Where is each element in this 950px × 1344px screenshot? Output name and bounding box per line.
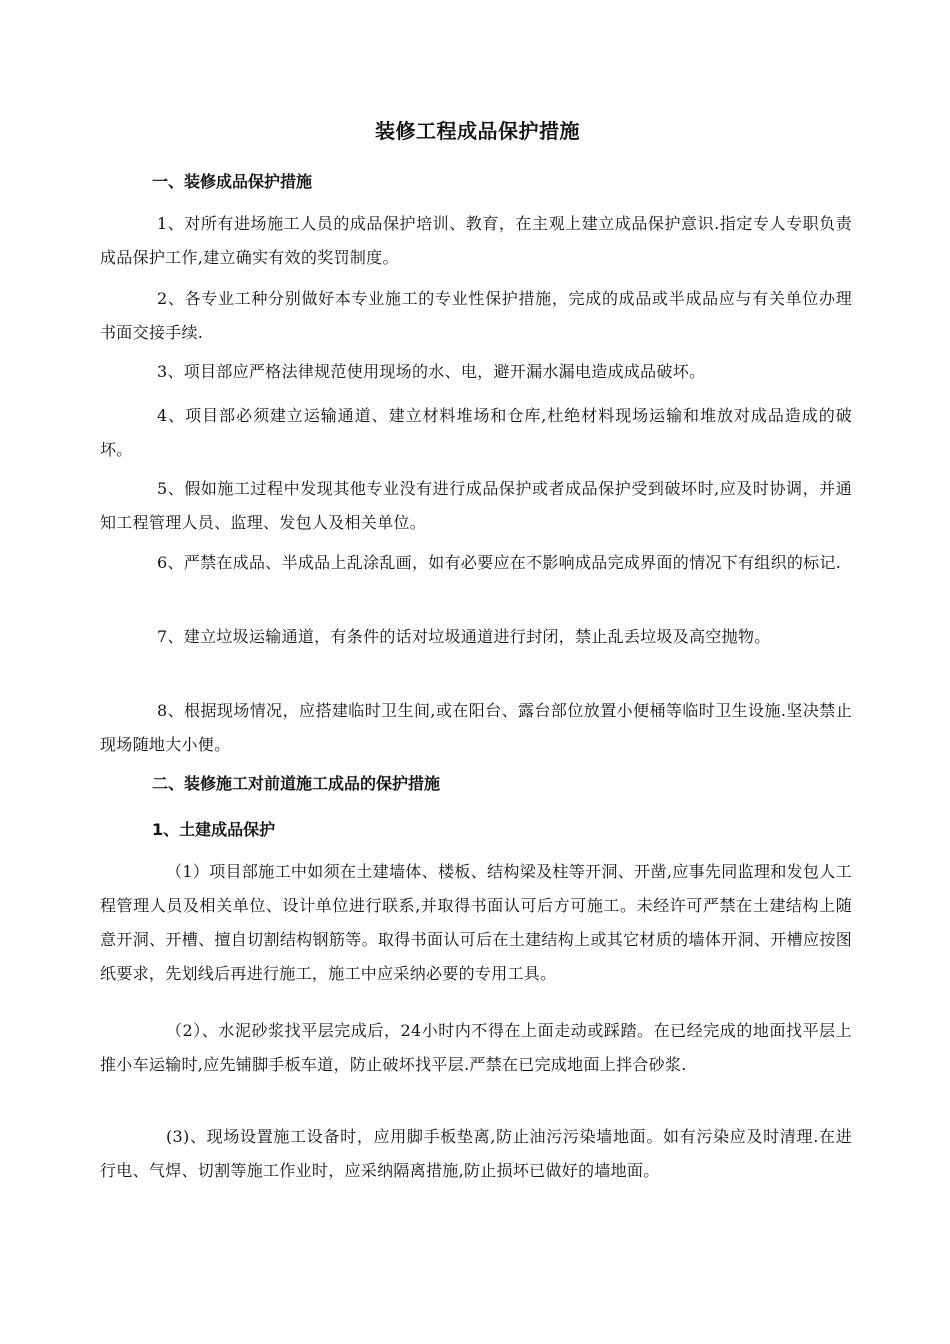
section-heading-1: 一、装修成品保护措施 <box>152 172 313 191</box>
section-heading-2: 二、装修施工对前道施工成品的保护措施 <box>152 774 441 793</box>
paragraph-2-3: (3)、现场设置施工设备时，应用脚手板垫离,防止油污污染墙地面。如有污染应及时清理.在进行电、气焊、切割等施工作业时，应采纳隔离措施,防止损坏已做好的墙地面。 <box>100 1127 852 1180</box>
document-title: 装修工程成品保护措施 <box>375 119 580 143</box>
paragraph-3: 3、项目部应严格法律规范使用现场的水、电，避开漏水漏电造成成品破坏。 <box>157 362 706 381</box>
paragraph-2-1: （1）项目部施工中如须在土建墙体、楼板、结构梁及柱等开洞、开凿,应事先同监理和发包人工程管理人员及相关单位、设计单位进行联系,并取得书面认可后方可施工。未经许可严禁在土建结构上随意开洞、开槽、擅自切割结构钢筋等。取得书面认可后在土建结构上或其它材质的墙体开洞、开槽应按图纸要求，先划线后再进行施工，施工中应采纳必要的专用工具。 <box>100 862 852 983</box>
paragraph-8: 8、根据现场情况，应搭建临时卫生间,或在阳台、露台部位放置小便桶等临时卫生设施.坚决禁止现场随地大小便。 <box>100 701 852 754</box>
paragraph-2-2: （2）、水泥砂浆找平层完成后，24小时内不得在上面走动或踩踏。在已经完成的地面找平层上推小车运输时,应先铺脚手板车道，防止破坏找平层.严禁在已完成地面上拌合砂浆. <box>100 1021 852 1074</box>
paragraph-7: 7、建立垃圾运输通道，有条件的话对垃圾通道进行封闭，禁止乱丢垃圾及高空抛物。 <box>157 627 771 646</box>
subsection-heading: 1、土建成品保护 <box>152 820 276 839</box>
paragraph-1: 1、对所有进场施工人员的成品保护培训、教育，在主观上建立成品保护意识.指定专人专职负责成品保护工作,建立确实有效的奖罚制度。 <box>100 214 852 267</box>
paragraph-6: 6、严禁在成品、半成品上乱涂乱画，如有必要应在不影响成品完成界面的情况下有组织的标记. <box>157 553 842 572</box>
paragraph-4: 4、项目部必须建立运输通道、建立材料堆场和仓库,杜绝材料现场运输和堆放对成品造成的破坏。 <box>100 406 852 459</box>
paragraph-2: 2、各专业工种分别做好本专业施工的专业性保护措施，完成的成品或半成品应与有关单位办理书面交接手续. <box>100 289 852 342</box>
paragraph-5: 5、假如施工过程中发现其他专业没有进行成品保护或者成品保护受到破坏时,应及时协调，并通知工程管理人员、监理、发包人及相关单位。 <box>100 479 852 532</box>
